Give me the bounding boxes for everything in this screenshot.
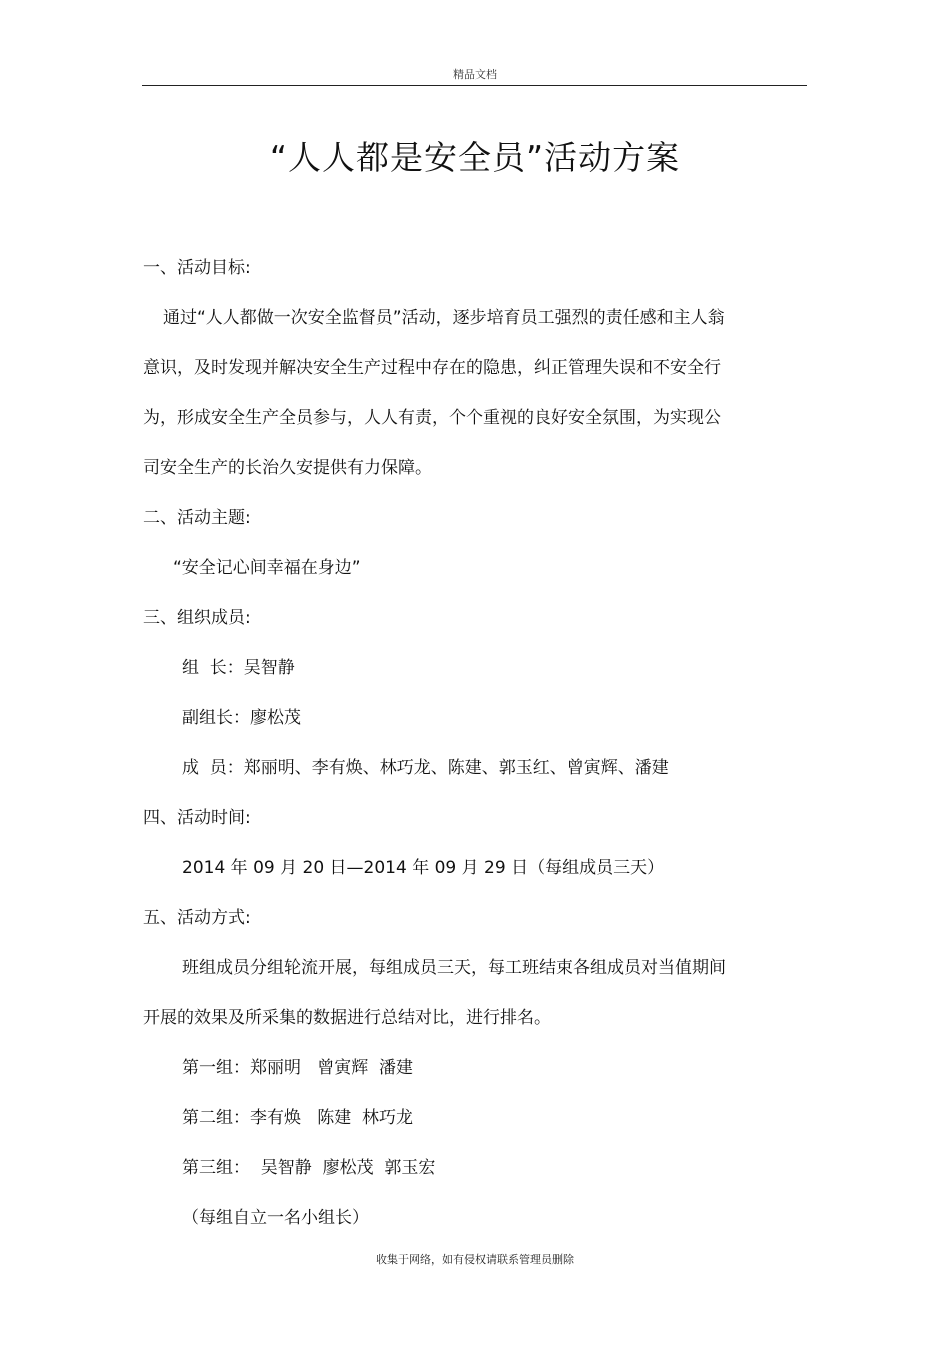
- group-note: （每组自立一名小组长）: [182, 1208, 369, 1228]
- goal-paragraph-line-4: 司安全生产的长治久安提供有力保障。: [143, 458, 432, 478]
- group-three: 第三组： 吴智静 廖松茂 郭玉宏: [182, 1158, 436, 1178]
- section-heading-theme: 二、活动主题:: [143, 508, 251, 528]
- page-header: 精品文档: [453, 68, 497, 81]
- deputy-leader: 副组长：廖松茂: [182, 708, 301, 728]
- group-leader: 组 长：吴智静: [182, 658, 295, 678]
- page-footer: 收集于网络，如有侵权请联系管理员删除: [376, 1253, 574, 1266]
- goal-paragraph-line-3: 为，形成安全生产全员参与，人人有责，个个重视的良好安全氛围，为实现公: [143, 408, 721, 428]
- goal-paragraph-line-2: 意识，及时发现并解决安全生产过程中存在的隐患，纠正管理失误和不安全行: [143, 358, 721, 378]
- section-heading-goal: 一、活动目标:: [143, 258, 251, 278]
- group-two: 第二组：李有焕 陈建 林巧龙: [182, 1108, 414, 1128]
- theme-text: “安全记心间幸福在身边”: [173, 558, 361, 578]
- method-paragraph-line-1: 班组成员分组轮流开展，每组成员三天，每工班结束各组成员对当值期间: [182, 958, 726, 978]
- goal-paragraph-line-1: 通过“人人都做一次安全监督员”活动，逐步培育员工强烈的责任感和主人翁: [163, 308, 725, 328]
- document-title: “人人都是安全员”活动方案: [269, 138, 681, 177]
- header-divider: [142, 85, 807, 86]
- section-heading-members: 三、组织成员:: [143, 608, 251, 628]
- section-heading-time: 四、活动时间:: [143, 808, 251, 828]
- section-heading-method: 五、活动方式:: [143, 908, 251, 928]
- method-paragraph-line-2: 开展的效果及所采集的数据进行总结对比，进行排名。: [143, 1008, 551, 1028]
- group-one: 第一组：郑丽明 曾寅辉 潘建: [182, 1058, 414, 1078]
- members-list: 成 员：郑丽明、李有焕、林巧龙、陈建、郭玉红、曾寅辉、潘建: [182, 758, 669, 778]
- activity-time: 2014 年 09 月 20 日—2014 年 09 月 29 日（每组成员三天）: [182, 858, 665, 878]
